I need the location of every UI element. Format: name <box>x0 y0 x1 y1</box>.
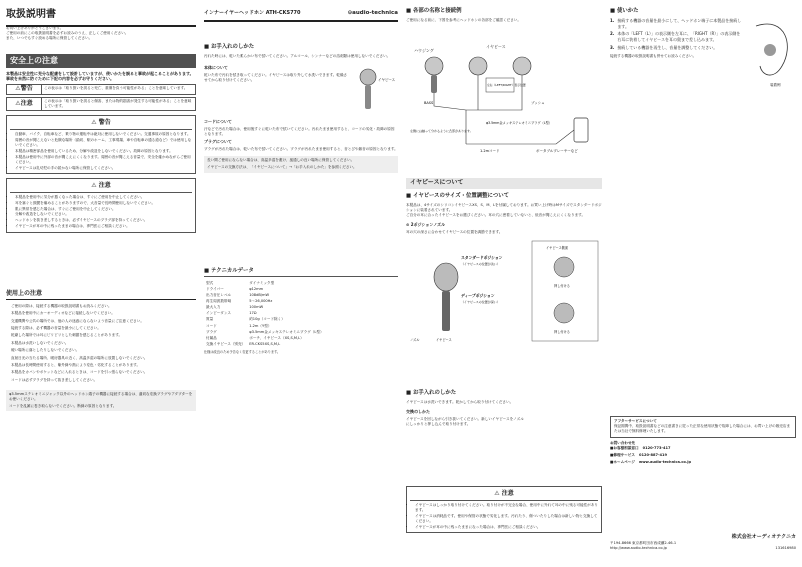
plug-title: プラグについて <box>204 139 232 145</box>
phone-number-1: 0120-773-417 <box>642 445 671 450</box>
size-text: 本製品は、4サイズのシリコンイヤピースXS、S、M、Lを付属しております。お買い上げ時はMサイズでスタンダードポジションに装着されています。 <box>406 202 602 212</box>
cord-title: コードについて <box>204 119 232 125</box>
step3-label: 押し付ける <box>554 284 570 289</box>
position-title: ⊙ 2ポジションノズル <box>406 222 446 228</box>
list-item: • 交通機関や公共の場所では、他の人の迷惑にならないよう音量にご注意ください。 <box>11 318 196 325</box>
plug-text: プラグが汚れた場合は、乾いた布で拭いてください。プラグが汚れたまま使用すると、音とびや雑音の原因となります。 <box>204 147 398 152</box>
web-row <box>610 460 796 465</box>
spec-value: ポーチ、イヤピース（XS,S,M,L） <box>249 335 304 340</box>
care-section <box>406 390 602 427</box>
spec-section <box>204 268 398 355</box>
usage-notes-section <box>6 290 196 411</box>
product-name-text: インナーイヤーヘッドホン <box>204 10 265 16</box>
warning-box-title-text: 警告 <box>98 119 111 127</box>
warning-label-text: 警告 <box>20 85 33 93</box>
storing-note-box <box>204 156 398 172</box>
step-earpiece-2 <box>554 303 574 323</box>
list-item: • ヘッドホンを抜き差しするときは、必ずイヤピースのプラグ部を持ってください。 <box>15 218 192 223</box>
product-name <box>204 10 301 17</box>
model-number: ATH-CKS770 <box>265 10 301 16</box>
phone-label-2: ■修理サービス <box>610 453 635 458</box>
spec-title: ■ テクニカルデータ <box>204 268 398 277</box>
earpiece-shape <box>434 263 458 291</box>
step-number: 2. <box>610 31 615 37</box>
standard-label: スタンダードポジション <box>461 255 503 261</box>
caution-legend-label: ⚠ 注意 <box>7 98 42 110</box>
list-item: • 本製品を使用中に気分が悪くなった場合は、すぐにご使用を中止してください。 <box>15 195 192 200</box>
spec-value: 108dB/mW <box>249 293 270 298</box>
column-1 <box>6 0 196 567</box>
how-to-note: 接続する機器の取扱説明書も併せてお読みください。 <box>610 53 697 58</box>
column-4 <box>610 0 796 567</box>
ear-fig-label: 装着例 <box>770 82 781 87</box>
phone-row-2 <box>610 453 796 458</box>
parts-title: ■ 各部の名称と接続例 <box>406 8 602 16</box>
spec-key: 付属品 <box>206 335 217 340</box>
list-item: • 硬い場所に落としたりしないでください。 <box>11 347 196 354</box>
phone-label-1: ■お客様相談窓口 <box>610 445 639 450</box>
phone-label-1-text: お客様相談窓口 <box>613 445 639 450</box>
spec-table <box>204 280 326 347</box>
spec-value: 1.2m（Y型） <box>249 323 272 328</box>
storing-note: イヤピースの交換方法は、「イヤピースについて」→「お手入れのしかた」を参照ください。 <box>207 165 357 170</box>
spec-key: 再生周波数帯域 <box>206 299 232 304</box>
spec-value: 17Ω <box>249 311 257 316</box>
list-item: • イヤピースは消耗品です。使用や保管の状態で劣化します。汚れたり、傷ついたりした場合は新しい物と交換してください。 <box>415 514 598 524</box>
ear-fig <box>746 16 796 88</box>
earpiece-label: イヤピース <box>486 44 506 50</box>
replace-title: 交換のしかた <box>406 409 430 415</box>
caution-box-title-text: 注意 <box>98 182 111 190</box>
spec-key: 交換イヤピース（別売） <box>206 341 246 346</box>
spec-value: ダイナミック型 <box>249 280 275 285</box>
housing-left <box>425 57 443 75</box>
final-caution-title: ⚠ 注意 <box>410 489 598 501</box>
list-item: • 本製品をカバンやポケットなどに入れるときは、コードを引っ張らないでください。 <box>11 369 196 376</box>
care-body: イヤピースは水洗いできます。乾かしてから取り付けてください。 <box>406 399 514 404</box>
spec-note: 仕様は改良のため予告なく変更することがあります。 <box>204 350 281 355</box>
player-icon <box>574 118 588 142</box>
list-item: • 本製品は使用中に外部の音が聞こえにくくなります。周囲の音が聞こえる音量で、安全を確かめながらご使用ください。 <box>15 155 192 165</box>
player-label: ポータブルプレーヤーなど <box>536 149 578 154</box>
parts-section <box>406 8 602 156</box>
earpiece-label: イヤピース <box>378 78 396 83</box>
list-item: • 本製品は水洗いしないでください。 <box>11 340 196 347</box>
header-rule <box>204 20 398 22</box>
list-item: • イヤピースはしっかり取り付けてください。取り付けが不完全な場合、使用中に外れて耳の中に残る可能性があります。 <box>415 503 598 513</box>
spec-key: コード <box>206 323 217 328</box>
spec-value: φ3.5mm金メッキステレオミニプラグ（L型） <box>249 329 324 334</box>
final-caution <box>406 486 602 533</box>
final-caution-title-text: 注意 <box>501 490 514 497</box>
web-link[interactable]: www.audio-technica.co.jp <box>638 460 692 465</box>
step-text: 接続している機器を再生し、音量を調整してください。 <box>617 45 718 51</box>
list-item: • 本製品を使用中にカーオーディオなどに接続しないでください。 <box>11 310 196 317</box>
table-row <box>204 341 326 347</box>
parts-lead: ご使用になる前に、下図を参考にヘッドホンの各部をご確認ください。 <box>406 17 521 22</box>
care-title: ■ お手入れのしかた <box>406 390 602 398</box>
steps-frame <box>532 241 598 341</box>
parts-diagram <box>406 26 602 154</box>
intro-line: お買い上げありがとうございます。 <box>6 26 64 30</box>
position-diagram <box>406 237 602 349</box>
spec-value: 約10g（コード除く） <box>249 317 285 322</box>
cord-text: 汗などで汚れた場合は、使用後すぐに乾いた布で拭いてください。汚れたまま使用すると、コードの劣化・故障の原因となります。 <box>204 126 395 137</box>
earpiece-section <box>406 178 602 351</box>
bass-label: BASS <box>424 101 434 106</box>
earphone-in-ear <box>764 44 776 56</box>
list-item: • イヤピースが耳の中に残ったままになった場合は、専門医にご相談ください。 <box>415 525 598 530</box>
footer <box>610 534 796 552</box>
earpiece-shape <box>360 69 376 85</box>
housing-label: ハウジング <box>414 48 434 54</box>
usage-note-box <box>6 390 196 412</box>
caution-label-text: 注意 <box>20 99 33 107</box>
footer-row <box>610 546 796 551</box>
spec-value: ER-CKS5XS,S,M,L <box>249 341 281 346</box>
cord-to-player <box>466 130 574 144</box>
usage-note: φ3.5mmステレオミニジャック以外のヘッドホン端子の機器に接続する場合は、適切な変換プラグやアダプターをお使いください。 <box>9 391 193 401</box>
step-text: 本体の「LEFT（L）」の表示側を左耳に、「RIGHT（R）」の表示側を右耳に装着してイヤピースを耳の奥まで差し込みます。 <box>617 31 741 43</box>
warning-legend-label: ⚠ 警告 <box>7 85 42 94</box>
standard-note: （イヤピースの位置が浅い） <box>461 262 500 267</box>
position-text: 耳の穴の深さに合わせてイヤピースの位置を調節できます。 <box>406 229 503 234</box>
spec-key: プラグ <box>206 329 217 334</box>
list-item: • 周囲の音が聞こえないと危険な場所（踏切、駅のホーム、工事現場、車や自転車の通る道など）では使用しないでください。 <box>15 138 192 148</box>
deep-note: （イヤピースの位置が深い） <box>461 300 500 305</box>
storing-main-text <box>204 63 349 117</box>
list-item: • 分解や改造をしないでください。 <box>15 212 192 217</box>
storing-section <box>204 44 398 173</box>
list-item: • ご使用の際は、接続する機器の取扱説明書もお読みください。 <box>11 303 196 310</box>
replace-text: イヤピースを回しながら引き抜いてください。新しいイヤピースをノズルにしっかりと押し込んで取り付けます。 <box>406 416 524 427</box>
how-to-use-body <box>610 16 796 88</box>
spec-key: 型式 <box>206 280 214 285</box>
company-name: 株式会社オーディオテクニカ <box>731 534 796 540</box>
doc-header <box>6 8 196 27</box>
list-item: • コードは必ずプラグを持って抜き差ししてください。 <box>11 377 196 384</box>
intro-line: ご使用の前にこの取扱説明書を必ずお読みのうえ、正しくご使用ください。 <box>6 31 129 36</box>
storing-main-desc: 乾いた布で汚れを拭き取ってください。イヤピースは取り外して水洗いできます。乾燥させてから取り付けてください。 <box>204 72 348 83</box>
nozzle-body <box>442 291 450 331</box>
step-number: 3. <box>610 45 615 51</box>
phone-row-1 <box>610 446 796 451</box>
usage-notes-list <box>6 303 196 384</box>
intro-line: また、いつでもすぐ読める場所に保管してください。 <box>6 36 93 41</box>
step-item <box>610 18 742 30</box>
usage-notes-title: 使用上の注意 <box>6 290 196 300</box>
warning-box-title: ⚠ 警告 <box>10 118 192 130</box>
storing-body: 汚れた時には、乾いた柔らかい布で拭いてください。アルコール、シンナーなどの溶剤類は使用しないでください。 <box>204 53 391 58</box>
spec-value: 5～26,000Hz <box>249 299 273 304</box>
nozzle-label: ノズル <box>410 338 420 343</box>
brand-text: audio-technica <box>352 10 398 16</box>
steps-list <box>610 16 742 88</box>
list-item: • 自動車、バイク、自転車など、乗り物の運転中は絶対に使用しないでください。交通事故の原因となります。 <box>15 132 192 137</box>
product-header <box>204 10 398 22</box>
storing-main <box>204 63 398 117</box>
phone-number-2: 0120-887-419 <box>638 453 667 458</box>
company-address: 〒194-8666 東京都町田市西成瀬2-46-1 <box>610 541 677 546</box>
step-item <box>610 45 742 51</box>
after-service-title: アフターサービスについて <box>614 419 657 423</box>
after-service-text: 保証期間中、取扱説明書などの注意書きに従った正常な使用状態で故障した場合には、お買い上げの販売店または当社で無料修理いたします。 <box>614 424 791 434</box>
step-earpiece-1 <box>554 257 574 277</box>
step-item <box>610 31 742 43</box>
after-service-box <box>610 416 796 438</box>
company-url[interactable]: http://www.audio-technica.co.jp <box>610 546 667 551</box>
doc-code: 131616980 <box>775 546 796 551</box>
brand-logo: ⊙audio-technica <box>347 10 398 16</box>
column-3 <box>406 0 602 567</box>
list-item: • 肌に異常を感じた場合は、すぐにご使用を中止してください。 <box>15 207 192 212</box>
spec-key: 質量 <box>206 317 214 322</box>
plug-label: φ3.5mm金メッキステレオミニプラグ（L型） <box>486 121 552 126</box>
spec-value: φ12mm <box>249 286 264 291</box>
how-to-use-title: ■ 使いかた <box>610 8 796 16</box>
position-title-text: 2ポジションノズル <box>410 222 446 228</box>
doc-title: 取扱説明書 <box>6 9 56 20</box>
lr-label: 左右（LEFT/RIGHT）表示位置 <box>487 83 526 88</box>
bush-label: ブッシュ <box>531 101 545 106</box>
final-caution-box <box>406 486 602 533</box>
storing-note: 長い間ご使用にならない場合は、高温多湿を避け、風通しの良い場所に保管してください。 <box>207 158 355 163</box>
left-note: 左側には触って分かるように凸部があります。 <box>410 129 473 134</box>
column-2 <box>204 0 398 567</box>
storing-title: ■ お手入れのしかた <box>204 44 398 52</box>
caution-list <box>10 195 192 229</box>
housing-right <box>513 57 531 75</box>
step-number: 1. <box>610 17 615 23</box>
list-item: • 本製品は長時間使用すると、紫外線や熱により変色・劣化することがあります。 <box>11 362 196 369</box>
earpiece-stem <box>365 85 371 109</box>
list-item: • 直射日光の当たる場所、暖房器具の近く、高温多湿の場所に放置しないでください。 <box>11 355 196 362</box>
list-item: • イヤピースが耳の中に残ったままの場合は、専門医にご相談ください。 <box>15 224 192 229</box>
housing-center <box>469 57 487 75</box>
safety-title: 安全上の注意 <box>6 54 196 68</box>
step1-label: イヤピース側面 <box>546 246 569 251</box>
storing-main-title: 本体について <box>204 65 228 71</box>
web-label-text: ホームページ <box>613 460 635 465</box>
warning-legend-desc: この表示は「取り扱いを誤ると死亡、重傷を負う可能性がある」ことを意味しています。 <box>44 86 188 91</box>
after-service-section <box>610 416 796 465</box>
earpiece-step-label: イヤピース <box>436 338 452 343</box>
caution-box <box>6 178 196 232</box>
deep-label: ディープポジション <box>461 293 495 299</box>
final-caution-list <box>410 503 598 530</box>
caution-legend-desc: この表示は「取り扱いを誤ると傷害、または物的損害が発生する可能性がある」ことを意味しています。 <box>44 98 192 109</box>
earpiece-title: イヤピースについて <box>406 178 602 189</box>
earpiece-fig <box>352 63 398 117</box>
spec-key: インピーダンス <box>206 311 231 316</box>
intro <box>6 26 196 42</box>
caution-box-title: ⚠ 注意 <box>10 181 192 193</box>
caution-legend <box>6 97 196 111</box>
list-item: • イヤピースは乳幼児の手の届かない場所に保管してください。 <box>15 166 192 171</box>
step-text: 接続する機器の音量を最小にして、ヘッドホン端子に本製品を接続します。 <box>617 17 742 29</box>
phone-label-2-text: 修理サービス <box>613 453 635 458</box>
step4-label: 押し付ける <box>554 330 570 335</box>
warning-list <box>10 132 192 171</box>
product-line <box>204 10 398 18</box>
warning-box <box>6 115 196 174</box>
how-to-use-section <box>610 8 796 88</box>
stem-left <box>431 75 437 93</box>
usage-note: コードを乱雑に巻き取らないでください。断線の原因となります。 <box>9 404 117 409</box>
size-title: ■ イヤピースのサイズ・位置調整について <box>406 193 602 201</box>
spec-key: 最大入力 <box>206 305 221 310</box>
spec-value: 100mW <box>249 305 264 310</box>
safety-section <box>6 54 196 233</box>
spec-key: 出力音圧レベル <box>206 293 232 298</box>
safety-lead: 本製品は安全性に充分な配慮をして設計していますが、使いかたを誤ると事故が起こることがあります。事故を未然に防ぐために下記の内容を必ずお守りください。 <box>6 70 194 82</box>
list-item: • 接続する際は、必ず機器の音量を最小にしてください。 <box>11 325 196 332</box>
web-label: ■ホームページ <box>610 460 635 465</box>
warning-legend <box>6 84 196 95</box>
size-text-2: ご自分の耳に合ったイヤピースをお選びください。耳の穴に密着していないと、低音が聞こえにくくなります。 <box>406 212 586 217</box>
list-item: • 本製品は精密部品を使用しているため、分解や改造をしないでください。故障の原因となります。 <box>15 149 192 154</box>
list-item: • 耳を塞ぐと鼓膜を痛めることがありますので、大音量で長時間使用しないでください。 <box>15 201 192 206</box>
list-item: • 乾燥した場所では耳にピリピリとした刺激を感じることがあります。 <box>11 332 196 339</box>
spec-key: ドライバー <box>206 286 224 291</box>
cord-label: 1.2mコード <box>480 149 500 154</box>
inquiry-title: お問い合わせ先 <box>610 440 636 445</box>
